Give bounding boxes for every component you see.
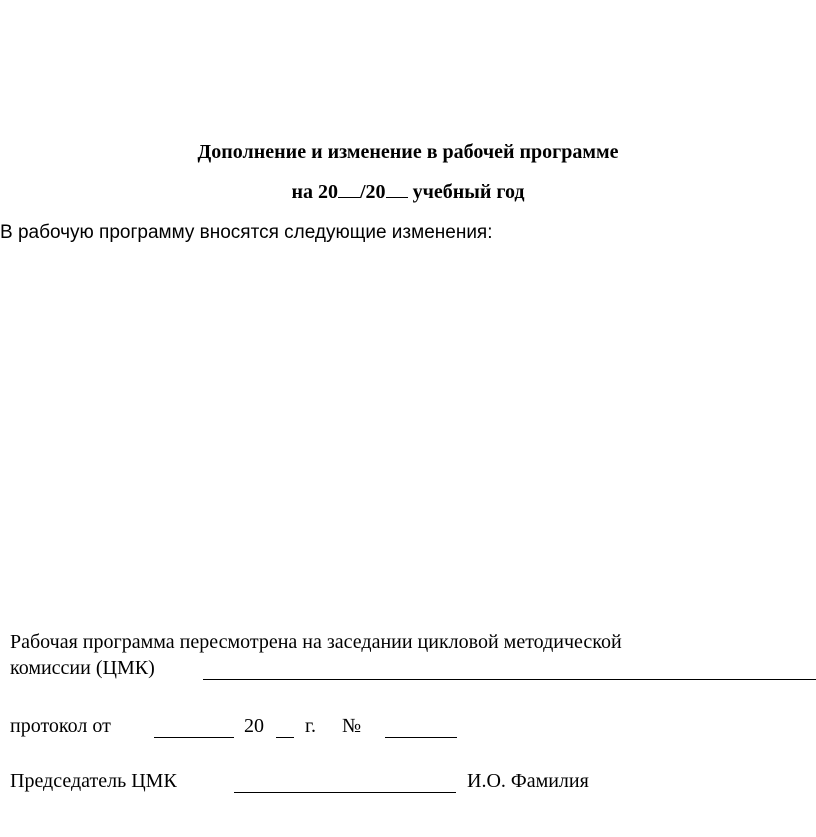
year-suffix: учебный год xyxy=(407,181,525,203)
year-mid: /20 xyxy=(360,181,386,203)
year-blank-1 xyxy=(338,181,360,198)
protocol-g: г. xyxy=(305,715,316,737)
review-line-1: Рабочая программа пересмотрена на заседании цикловой методической xyxy=(10,631,622,653)
year-prefix: на 20 xyxy=(291,181,338,203)
chairman-label: Председатель ЦМК xyxy=(10,770,177,792)
commission-blank-line xyxy=(203,679,816,680)
chairman-signature-blank xyxy=(234,792,456,793)
protocol-year: 20 xyxy=(244,715,264,737)
protocol-label: протокол от xyxy=(10,715,111,737)
protocol-date-blank xyxy=(154,737,234,738)
chairman-name: И.О. Фамилия xyxy=(467,770,589,792)
protocol-year-blank xyxy=(276,737,294,738)
document-title: Дополнение и изменение в рабочей программе xyxy=(197,141,619,163)
review-line-2: комиссии (ЦМК) xyxy=(10,657,155,679)
changes-intro: В рабочую программу вносятся следующие изменения: xyxy=(0,222,493,243)
year-blank-2 xyxy=(386,181,408,198)
protocol-number-sign: № xyxy=(342,715,362,737)
academic-year-line xyxy=(0,178,816,206)
protocol-number-blank xyxy=(385,737,457,738)
